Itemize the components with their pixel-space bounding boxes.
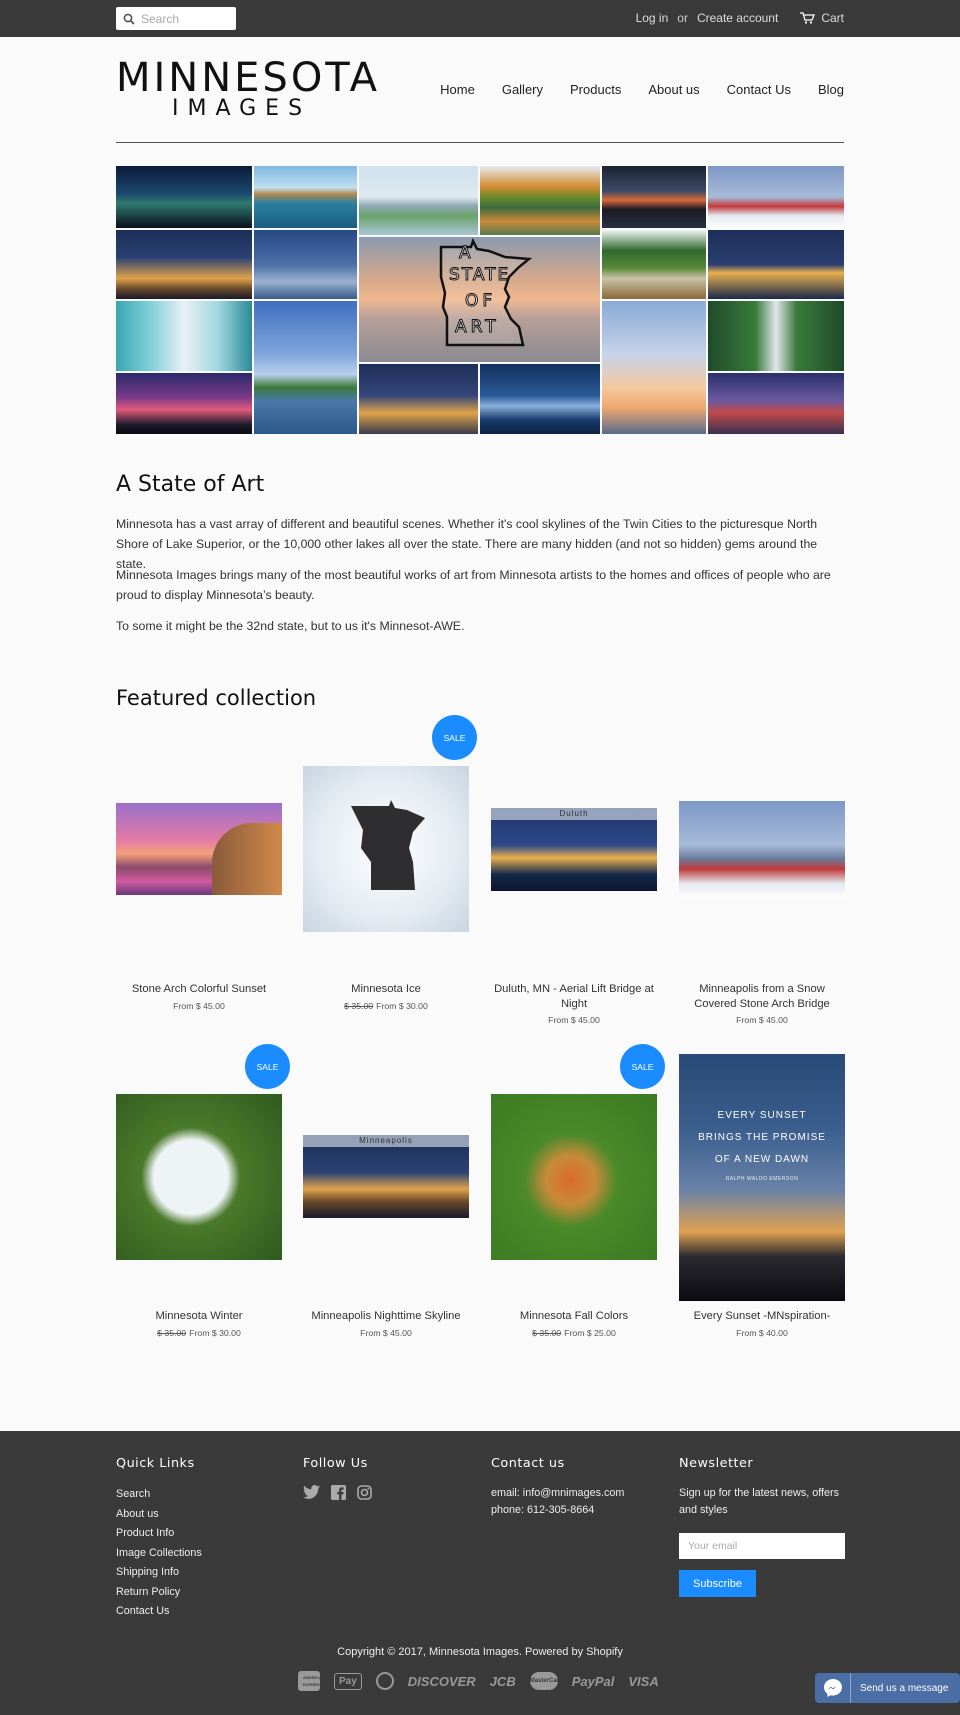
sale-badge: SALE	[620, 1044, 665, 1089]
hero-state-of-art[interactable]	[359, 237, 600, 362]
top-bar	[0, 0, 960, 37]
about-paragraph-1: Minnesota has a vast array of different and beautiful scenes. Whether it's cool skylines of the Twin Cities to the picturesque North Shore of Lake Superior, or the 10,000 other lakes all over the state. There are many hidden (and not so hidden) gems around the state.	[116, 517, 818, 571]
newsletter-text: Sign up for the latest news, offers and styles	[679, 1487, 840, 1516]
product-card[interactable]	[679, 1042, 845, 1352]
collage-sunset-lake	[602, 166, 706, 228]
hero-text-art: ART	[455, 317, 500, 337]
search-icon	[123, 13, 135, 25]
diners-icon	[376, 1672, 394, 1690]
cart-label: Cart	[821, 11, 844, 25]
collage-purple-sunset	[116, 373, 252, 434]
product-price: $ 35.00 From $ 25.00	[532, 1328, 616, 1338]
product-name[interactable]: Minnesota Winter	[155, 1310, 243, 1322]
product-card[interactable]	[116, 715, 282, 1025]
amex-icon: AMERICAN EXPRESS	[298, 1671, 320, 1691]
quick-links-title: Quick Links	[116, 1456, 195, 1471]
facebook-icon[interactable]	[331, 1485, 346, 1500]
messenger-icon	[823, 1678, 843, 1698]
collage-ice-cave	[116, 301, 252, 371]
twitter-icon[interactable]	[303, 1485, 320, 1499]
product-image[interactable]	[303, 766, 469, 932]
product-image[interactable]	[679, 1054, 845, 1301]
collage-dawn-skyline	[602, 301, 706, 434]
search-box[interactable]	[116, 7, 236, 30]
footer-link-about[interactable]: About us	[116, 1507, 159, 1520]
sale-badge: SALE	[432, 715, 477, 760]
collage-skyline-lake	[359, 166, 478, 235]
collage-split-rock	[708, 230, 844, 299]
collage-falls-green	[708, 301, 844, 371]
product-image[interactable]	[679, 801, 845, 898]
product-price: From $ 40.00	[736, 1328, 788, 1338]
footer-contact	[491, 1456, 624, 1519]
collage-lift-bridge	[254, 230, 357, 299]
nav-products[interactable]: Products	[570, 82, 622, 97]
product-price: From $ 45.00	[173, 1001, 225, 1011]
newsletter-title: Newsletter	[679, 1456, 754, 1471]
collage-blue-hour-lake	[480, 364, 600, 434]
about-title: A State of Art	[116, 472, 265, 497]
product-card[interactable]	[303, 715, 469, 1025]
product-image[interactable]	[491, 1094, 657, 1260]
cart-icon	[800, 12, 815, 24]
copyright: Copyright © 2017, Minnesota Images. Powered by Shopify	[337, 1646, 623, 1658]
product-card[interactable]	[491, 1042, 657, 1352]
product-name[interactable]: Stone Arch Colorful Sunset	[131, 983, 267, 995]
login-link[interactable]: Log in	[635, 11, 669, 25]
instagram-icon[interactable]	[357, 1485, 372, 1500]
product-image[interactable]	[116, 803, 282, 895]
about-paragraph-3: To some it might be the 32nd state, but to us it's Minnesot-AWE.	[116, 619, 465, 633]
footer-newsletter	[679, 1456, 845, 1597]
product-image[interactable]	[116, 1094, 282, 1260]
featured-title: Featured collection	[116, 686, 317, 710]
search-input[interactable]	[141, 12, 233, 26]
contact-email[interactable]: email: info@mnimages.com	[491, 1487, 625, 1499]
product-overlay-text: BRINGS THE PROMISE	[698, 1132, 826, 1143]
site-logo[interactable]	[116, 55, 380, 123]
collage-waterfall	[602, 230, 706, 299]
product-card[interactable]	[679, 715, 845, 1025]
logo-line-1: MINNESOTA	[116, 55, 380, 101]
product-overlay-text: Minneapolis	[303, 1135, 469, 1147]
sale-badge: SALE	[245, 1044, 290, 1089]
messenger-label: Send us a message	[860, 1682, 949, 1694]
footer-link-returns[interactable]: Return Policy	[116, 1585, 181, 1598]
product-card[interactable]	[491, 715, 657, 1025]
collage-stone-arch-snow	[708, 166, 844, 228]
footer-follow	[303, 1456, 372, 1500]
footer-link-product-info[interactable]: Product Info	[116, 1527, 175, 1539]
header-divider	[116, 142, 844, 143]
product-name[interactable]: Every Sunset -MNspiration-	[693, 1310, 831, 1322]
contact-phone: phone: 612-305-8664	[491, 1504, 595, 1516]
collage-autumn-lake	[480, 166, 600, 235]
product-price: $ 35.00 From $ 30.00	[157, 1328, 241, 1338]
product-overlay-text: EVERY SUNSET	[717, 1110, 807, 1121]
product-price: From $ 45.00	[360, 1328, 412, 1338]
logo-line-2: IMAGES	[172, 96, 312, 121]
hero-text-of: OF	[465, 291, 497, 311]
or-text: or	[677, 11, 688, 25]
hero-text-a: A	[459, 243, 473, 263]
hero-collage	[116, 166, 844, 434]
footer-link-image-collections[interactable]: Image Collections	[116, 1546, 202, 1559]
product-name[interactable]: Minnesota Fall Colors	[519, 1310, 629, 1322]
nav-contact[interactable]: Contact Us	[726, 82, 791, 97]
footer-link-search[interactable]: Search	[116, 1488, 151, 1500]
payment-icons	[298, 1671, 659, 1691]
nav-blog[interactable]: Blog	[817, 82, 844, 97]
collage-shoreline	[254, 166, 357, 228]
product-price: From $ 45.00	[548, 1015, 600, 1025]
footer-link-contact[interactable]: Contact Us	[116, 1605, 170, 1617]
product-card[interactable]	[303, 1042, 469, 1352]
product-overlay-text: RALPH WALDO EMERSON	[725, 1176, 799, 1182]
collage-fireworks	[708, 373, 844, 434]
product-overlay-text: Duluth	[491, 808, 657, 820]
hero-text-state: STATE	[449, 265, 511, 285]
about-paragraph-2: Minnesota Images brings many of the most beautiful works of art from Minnesota artists to the homes and offices of people who are proud to display Minnesota’s beauty.	[116, 568, 831, 602]
mastercard-icon: MasterCard	[530, 1672, 558, 1690]
nav-home[interactable]: Home	[440, 82, 475, 97]
product-card[interactable]	[116, 1042, 282, 1352]
create-account-link[interactable]: Create account	[696, 11, 779, 25]
collage-blue-sky-lake	[254, 301, 357, 434]
product-name[interactable]: Minnesota Ice	[351, 983, 421, 995]
jcb-icon: JCB	[489, 1673, 516, 1689]
footer-link-shipping[interactable]: Shipping Info	[116, 1566, 180, 1578]
newsletter-email-input[interactable]	[679, 1533, 845, 1559]
account-links	[636, 11, 844, 25]
product-overlay-text: OF A NEW DAWN	[714, 1154, 810, 1165]
messenger-widget[interactable]	[815, 1673, 960, 1703]
contact-title: Contact us	[491, 1456, 565, 1471]
footer-quick-links	[116, 1456, 202, 1622]
collage-northern-lights	[116, 166, 252, 228]
product-name[interactable]: Duluth, MN - Aerial Lift Bridge at Night	[494, 983, 654, 1010]
apple-pay-icon: Pay	[334, 1673, 362, 1690]
visa-icon: VISA	[628, 1673, 659, 1689]
product-price: From $ 45.00	[736, 1015, 788, 1025]
collage-downtown-lights	[359, 364, 478, 434]
nav-about[interactable]: About us	[648, 82, 700, 97]
subscribe-button[interactable]: Subscribe	[679, 1570, 756, 1597]
main-nav	[413, 82, 844, 97]
product-name[interactable]: Minneapolis Nighttime Skyline	[311, 1310, 461, 1322]
nav-gallery[interactable]: Gallery	[501, 82, 544, 97]
product-image[interactable]	[303, 1135, 469, 1218]
product-image[interactable]	[491, 808, 657, 891]
paypal-icon: PayPal	[571, 1673, 615, 1689]
product-price: $ 35.00 From $ 30.00	[344, 1001, 428, 1011]
collage-minneapolis-night	[116, 230, 252, 299]
discover-icon: DISCOVER	[407, 1673, 476, 1689]
minnesota-ice-icon	[303, 766, 469, 932]
cart-link[interactable]	[800, 11, 844, 25]
product-name[interactable]: Minneapolis from a Snow Covered Stone Arch Bridge	[694, 983, 830, 1010]
follow-title: Follow Us	[303, 1456, 368, 1471]
